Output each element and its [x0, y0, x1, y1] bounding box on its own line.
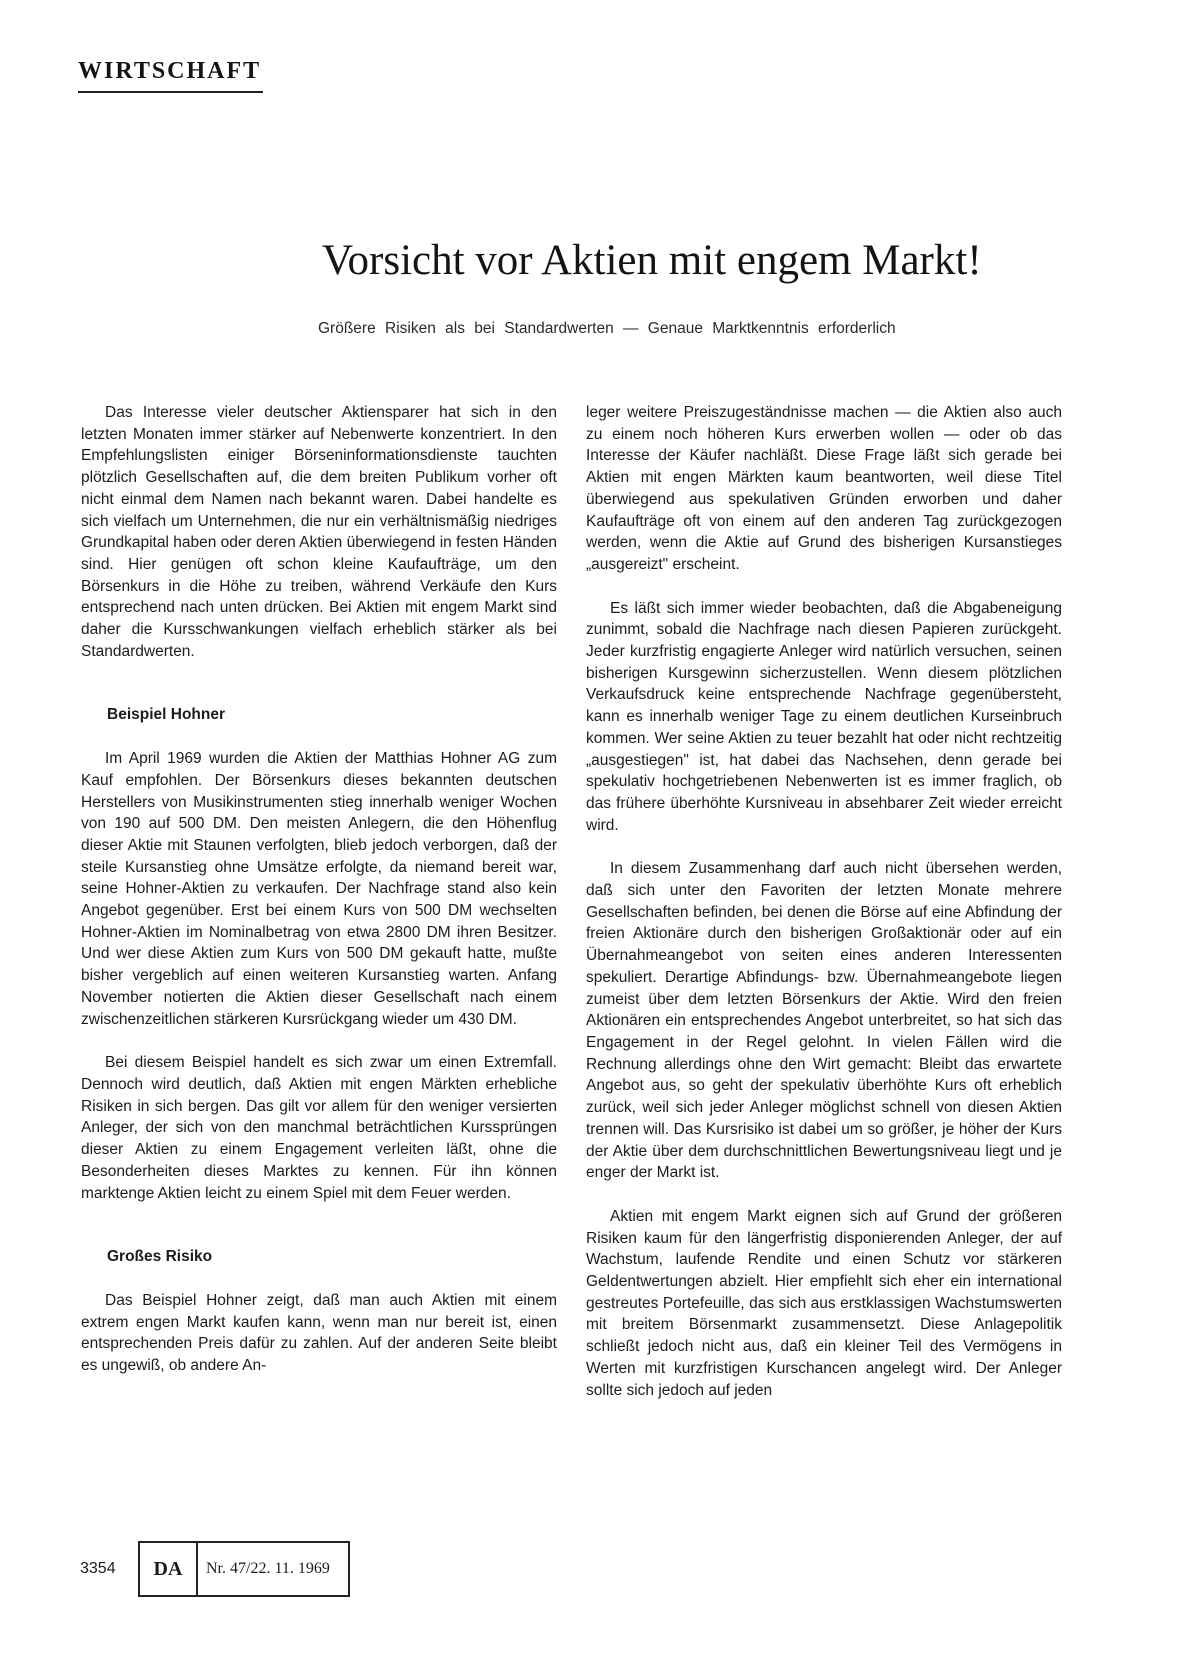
subheading-grosses-risiko: Großes Risiko — [107, 1248, 213, 1266]
right-column — [586, 402, 1062, 1401]
article-subtitle: Größere Risiken als bei Standardwerten — Genaue Marktkenntnis erforderlich — [318, 320, 896, 337]
subheading-beispiel-hohner: Beispiel Hohner — [107, 706, 225, 724]
body-paragraph: leger weitere Preiszugeständnisse machen — die Aktien also auch zu einem noch höheren Kurs erwerben wollen — oder ob das Interesse der Käufer nachläßt. Diese Frage läßt sich gerade bei Aktien mit engen Märkten kaum beantworten, weil diese Titel überwiegend aus spekulativen Gründen erworben und daher Kaufaufträge oft von einem auf den anderen Tag zurückgezogen werden, wenn die Aktie auf Grund des bisherigen Kursanstieges „ausgereizt" erscheint. — [586, 404, 1062, 573]
body-paragraph: Bei diesem Beispiel handelt es sich zwar um einen Extremfall. Dennoch wird deutlich, daß Aktien mit engen Märkten erhebliche Risiken in sich bergen. Das gilt vor allem für den weniger versierten Anleger, der sich von den manchmal beträchtlichen Kurssprüngen dieser Aktien zu einem Engagement verleiten läßt, ohne die Besonderheiten dieses Marktes zu kennen. Für ihn können marktenge Aktien leicht zu einem Spiel mit dem Feuer werden. — [81, 1054, 557, 1202]
body-paragraph: In diesem Zusammenhang darf auch nicht übersehen werden, daß sich unter den Favoriten der letzten Monate mehrere Gesellschaften befinden, bei denen die Börse auf eine Abfindung der freien Aktionäre durch den bisherigen Großaktionär oder auf ein Übernahmeangebot von seiten eines anderen Interessenten spekuliert. Derartige Abfindungs- bzw. Übernahmeangebote liegen zumeist über dem letzten Börsenkurs der Aktie. Wird den freien Aktionären ein entsprechendes Angebot unterbreitet, so hat sich das Engagement in der Regel gelohnt. In vielen Fällen wird die Rechnung allerdings ohne den Wirt gemacht: Bleibt das erwartete Angebot aus, so geht der spekulativ überhöhte Kurs oft erheblich zurück, weil sich jeder Anleger möglichst schnell von diesen Aktien trennen will. Das Kursrisiko ist dabei um so größer, je höher der Kurs der Aktie über dem durchschnittlichen Bewertungsniveau liegt und je enger der Markt ist. — [586, 860, 1062, 1182]
body-paragraph: Im April 1969 wurden die Aktien der Matthias Hohner AG zum Kauf empfohlen. Der Börsenkurs dieses bekannten deutschen Herstellers von Musikinstrumenten stieg innerhalb weniger Wochen von 190 auf 500 DM. Den meisten Anlegern, die den Höhenflug dieser Aktie mit Staunen verfolgten, blieb jedoch verborgen, daß der steile Kursanstieg ohne Umsätze erfolgte, da niemand bereit war, seine Hohner-Aktien zu verkaufen. Der Nachfrage stand also kein Angebot gegenüber. Erst bei einem Kurs von 500 DM wechselten Hohner-Aktien im Nominalbetrag von etwa 2800 DM ihren Besitzer. Und wer diese Aktien zum Kurs von 500 DM gekauft hatte, mußte bisher vergeblich auf einen weiteren Kursanstieg warten. Anfang November notierten die Aktien dieser Gesellschaft nach einem zwischenzeitlichen stärkeren Kursrückgang wieder um 430 DM. — [81, 750, 557, 1028]
body-paragraph: Das Beispiel Hohner zeigt, daß man auch Aktien mit einem extrem engen Markt kaufen kann, wenn man nur bereit ist, einen entsprechenden Preis dafür zu zahlen. Auf der anderen Seite bleibt es ungewiß, ob andere An- — [81, 1291, 557, 1375]
body-paragraph: Aktien mit engem Markt eignen sich auf Grund der größeren Risiken kaum für den längerfristig disponierenden Anleger, der auf Wachstum, laufende Rendite und einen Schutz vor stärkeren Geldentwertungen abzielt. Hier empfiehlt sich eher ein international gestreutes Portefeuille, das sich aus erstklassigen Wachstumswerten mit breitem Börsenmarkt zusammensetzt. Diese Anlagepolitik schließt jedoch nicht aus, daß ein kleiner Teil des Vermögens in Werten mit kurzfristigen Kurschancen angelegt wird. Der Anleger sollte sich jedoch auf jeden — [586, 1207, 1062, 1399]
publication-logo: DA — [140, 1543, 198, 1595]
left-column — [81, 402, 557, 1377]
publication-footer — [138, 1541, 350, 1597]
article-title: Vorsicht vor Aktien mit engem Markt! — [322, 237, 982, 284]
issue-info: Nr. 47/22. 11. 1969 — [206, 1560, 330, 1577]
body-paragraph: Es läßt sich immer wieder beobachten, daß die Abgabeneigung zunimmt, sobald die Nachfrage nach diesen Papieren zurückgeht. Jeder kurzfristig engagierte Anleger wird natürlich versuchen, seinen bisherigen Kursgewinn sicherzustellen. Wenn diesem plötzlichen Verkaufsdruck keine entsprechende Nachfrage gegenübersteht, kann es innerhalb weniger Tage zu einem deutlichen Kurseinbruch kommen. Wer seine Aktien zu teuer bezahlt hat oder nicht rechtzeitig „ausgestiegen" ist, hat dabei das Nachsehen, denn gerade bei spekulativ hochgetriebenen Nebenwerten ist es immer fraglich, ob das frühere überhöhte Kursniveau in absehbarer Zeit wieder erreicht wird. — [586, 599, 1062, 834]
page-number: 3354 — [80, 1560, 116, 1577]
section-underline — [78, 91, 263, 93]
intro-paragraph: Das Interesse vieler deutscher Aktiensparer hat sich in den letzten Monaten immer stärker auf Nebenwerte konzentriert. In den Empfehlungslisten einiger Börseninformationsdienste tauchten plötzlich Gesellschaften auf, die dem breiten Publikum vorher oft nicht einmal dem Namen nach bekannt waren. Dabei handelte es sich vielfach um Unternehmen, die nur ein verhältnismäßig niedriges Grundkapital haben oder deren Aktien überwiegend in festen Händen sind. Hier genügen oft schon kleine Kaufaufträge, um den Börsenkurs in die Höhe zu treiben, während Verkäufe den Kurs entsprechend nach unten drücken. Bei Aktien mit engem Markt sind daher die Kursschwankungen vielfach erheblich stärker als bei Standardwerten. — [81, 404, 557, 660]
section-label: WIRTSCHAFT — [78, 58, 262, 84]
